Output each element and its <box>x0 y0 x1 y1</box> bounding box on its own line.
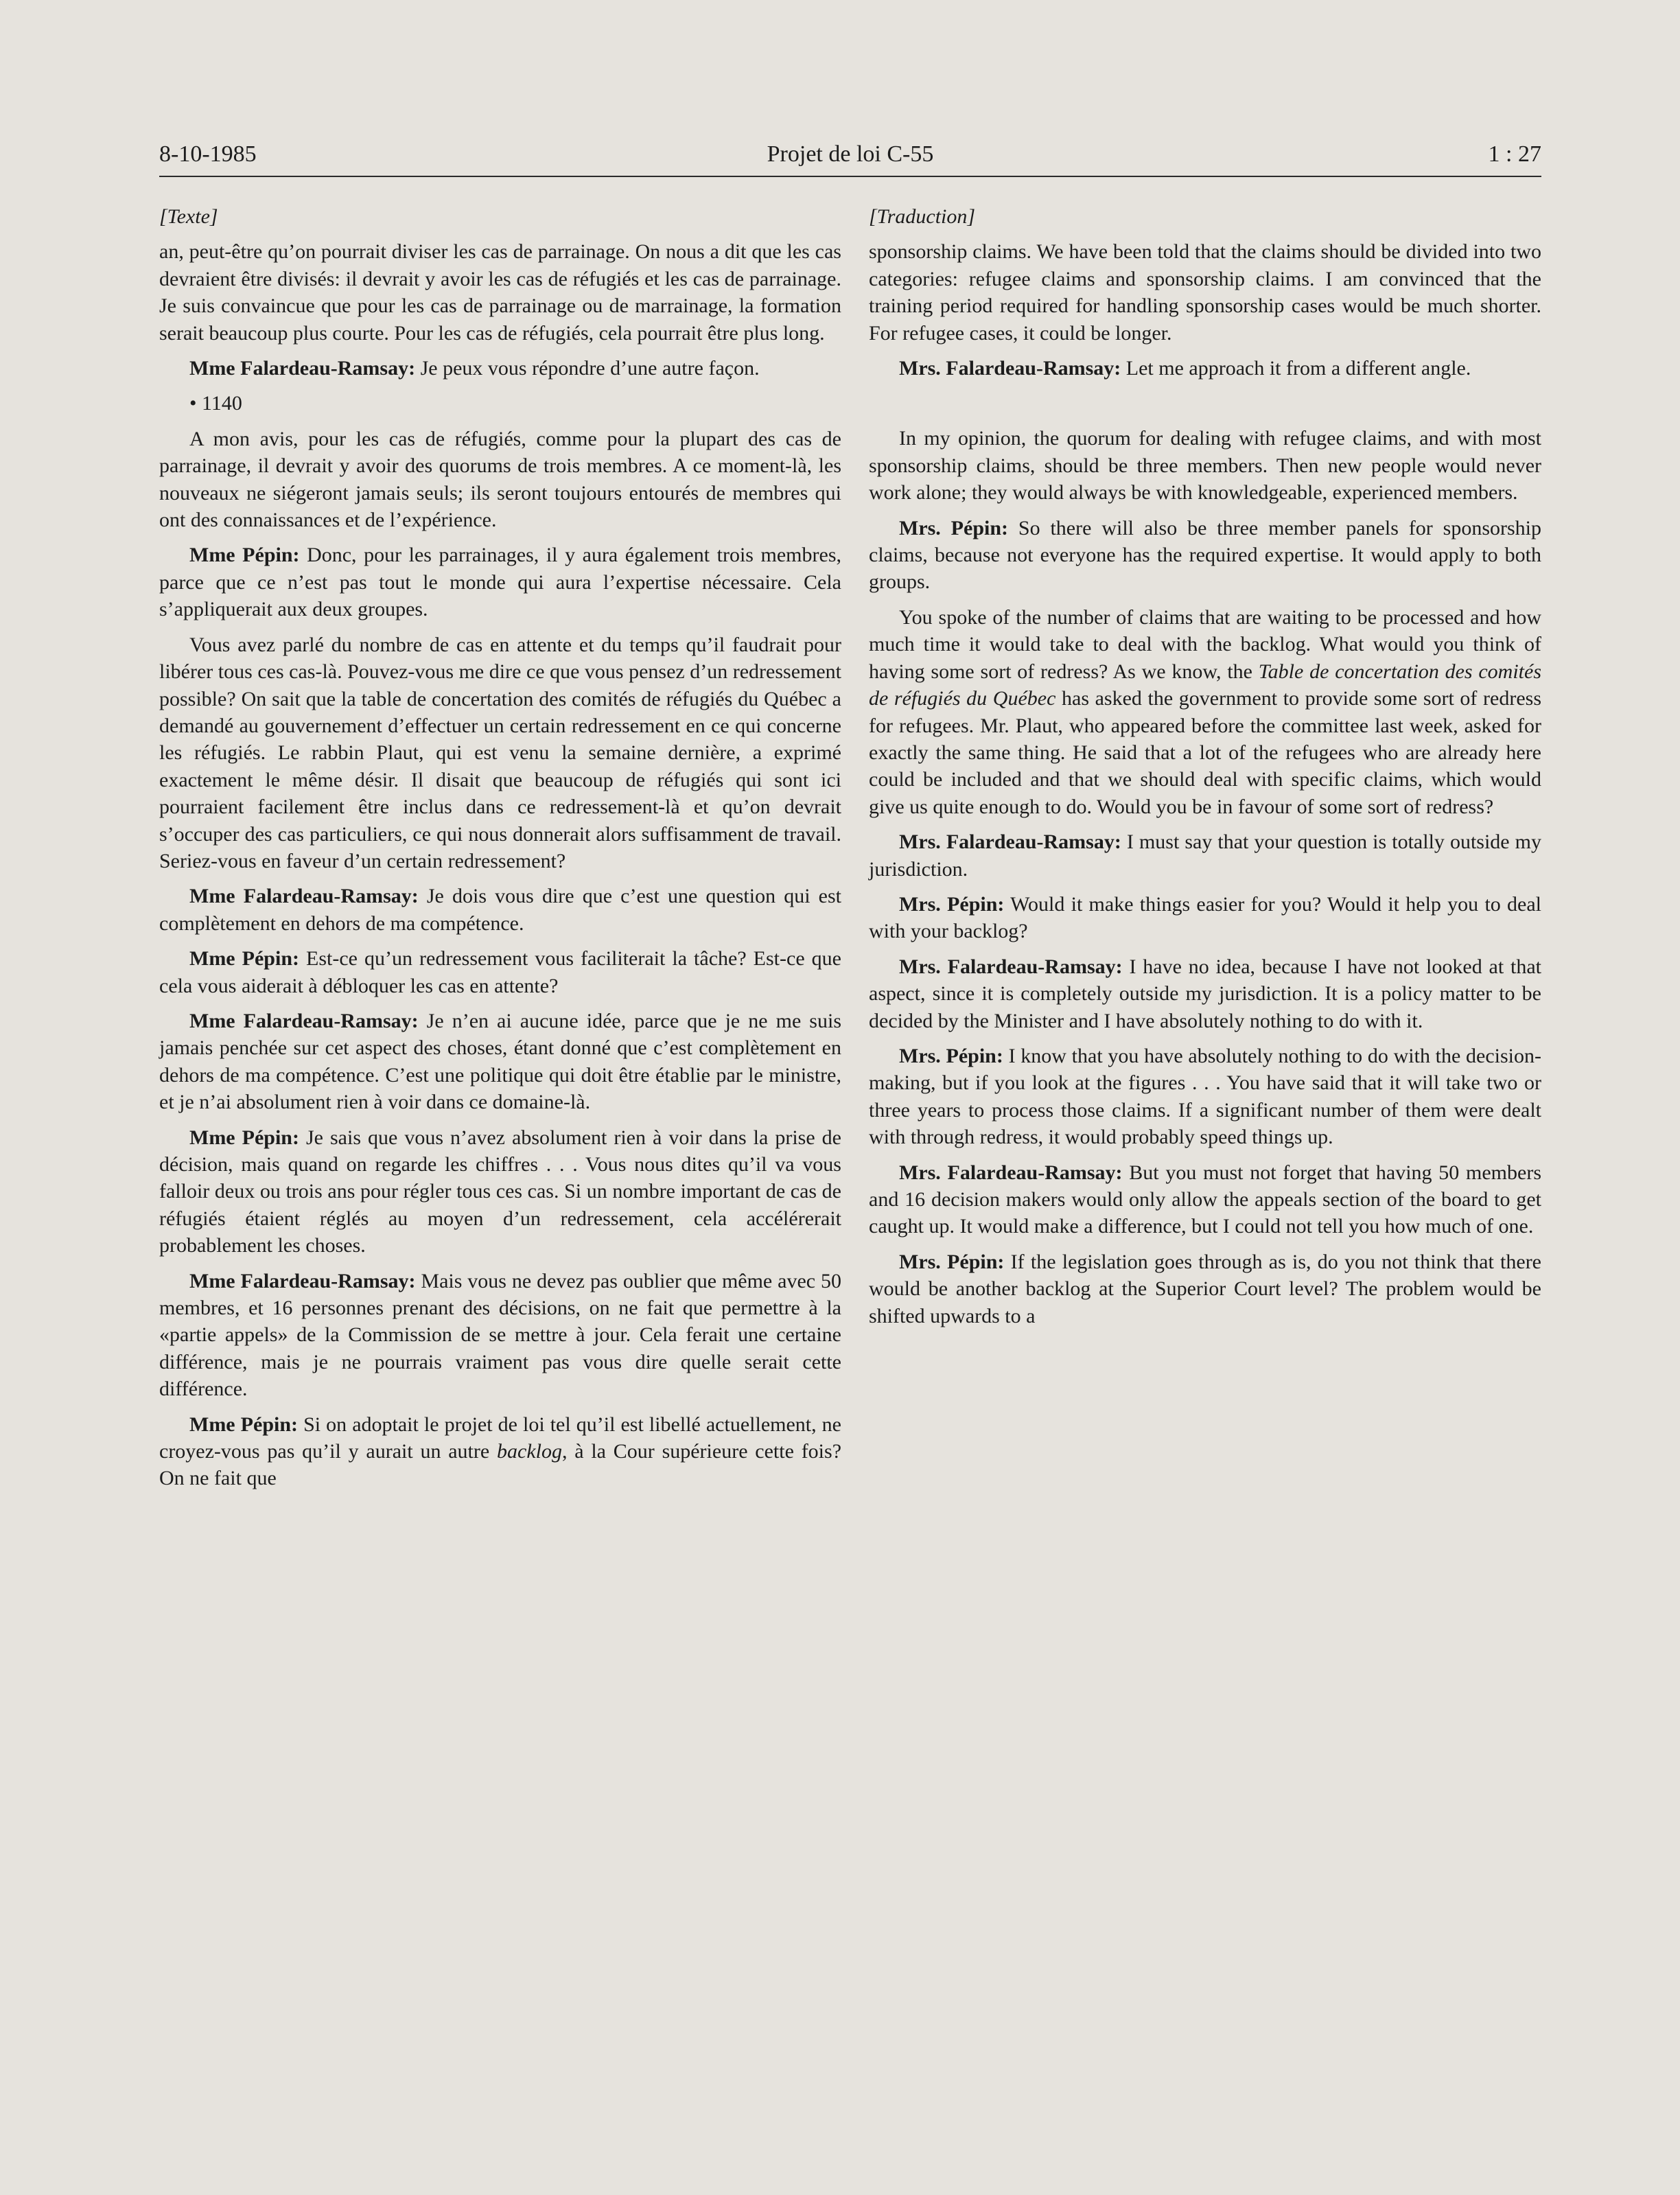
paragraph: Mrs. Falardeau-Ramsay: Let me approach it from a different angle. <box>899 357 1471 380</box>
speaker-name: Mme Pépin: <box>189 1413 299 1436</box>
paragraph: Mme Pépin: Donc, pour les parrainages, il y aura également trois membres, parce que ce n’est pas tout le monde qui aura l’expertise nécessaire. Cela s’appliquerait aux deux groupes. <box>159 544 841 621</box>
header-date: 8-10-1985 <box>159 141 257 167</box>
paragraph: Mrs. Pépin: So there will also be three member panels for sponsorship claims, because not everyone has the required expertise. It would apply to both groups. <box>869 516 1542 594</box>
speaker-name: Mrs. Pépin: <box>899 1250 1005 1273</box>
paragraph: Mrs. Pépin: Would it make things easier for you? Would it help you to deal with your backlog? <box>869 892 1541 943</box>
paragraph: In my opinion, the quorum for dealing with refugee claims, and with most sponsorship claims, should be three members. Then new people would never work alone; they would always be with knowledgeable, experienced members. <box>869 427 1541 504</box>
time-marker-spacer <box>869 390 1541 417</box>
time-marker: • 1140 <box>189 392 242 415</box>
speaker-name: Mme Pépin: <box>189 1126 299 1149</box>
language-label-french: [Texte] <box>159 205 218 228</box>
paragraph: Mme Falardeau-Ramsay: Je n’en ai aucune idée, parce que je ne me suis jamais penchée sur cet aspect des choses, étant donné que c’est complètement en dehors de ma compétence. C’est une politique qui doit être établie par le ministre, et je n’ai absolument rien à voir dans ce domaine-là. <box>159 1009 841 1114</box>
french-column <box>159 203 841 1492</box>
paragraph: Mrs. Pépin: I know that you have absolutely nothing to do with the decision-making, but if you look at the figures . . . You have said that it will take two or three years to process those claims. If a significant number of them were dealt with through redress, it would probably speed things up. <box>869 1044 1541 1149</box>
speaker-name: Mme Falardeau-Ramsay: <box>189 885 419 908</box>
speaker-name: Mrs. Falardeau-Ramsay: <box>899 1161 1123 1184</box>
paragraph: sponsorship claims. We have been told that the claims should be divided into two categories: refugee claims and sponsorship claims. I am convinced that the training period required for handling sponsorship cases would be much shorter. For refugee cases, it could be longer. <box>869 240 1541 345</box>
speaker-name: Mme Falardeau-Ramsay: <box>189 1269 416 1292</box>
paragraph: Mme Pépin: Est-ce qu’un redressement vous faciliterait la tâche? Est-ce que cela vous aiderait à débloquer les cas en attente? <box>159 947 841 997</box>
speaker-name: Mrs. Falardeau-Ramsay: <box>899 357 1121 380</box>
paragraph: Mrs. Falardeau-Ramsay: I must say that your question is totally outside my jurisdiction. <box>869 831 1542 881</box>
speaker-name: Mme Pépin: <box>189 947 299 971</box>
language-label-english: [Traduction] <box>869 205 976 228</box>
paragraph: Mme Pépin: Si on adoptait le projet de loi tel qu’il est libellé actuellement, ne croyez-vous pas qu’il y aurait un autre backlog, à la Cour supérieure cette fois? On ne fait que <box>159 1413 842 1490</box>
paragraph: Mrs. Pépin: If the legislation goes through as is, do you not think that there would be another backlog at the Superior Court level? The problem would be shifted upwards to a <box>869 1250 1541 1327</box>
paragraph: Mme Falardeau-Ramsay: Je peux vous répondre d’une autre façon. <box>189 357 760 380</box>
speaker-name: Mrs. Falardeau-Ramsay: <box>899 955 1123 978</box>
speaker-name: Mrs. Pépin: <box>899 892 1005 916</box>
speaker-name: Mme Falardeau-Ramsay: <box>189 357 416 380</box>
header-page-number: 1 : 27 <box>1488 141 1541 167</box>
header-title: Projet de loi C-55 <box>767 141 934 167</box>
speaker-name: Mme Falardeau-Ramsay: <box>189 1009 419 1032</box>
speaker-name: Mrs. Pépin: <box>899 1044 1003 1067</box>
page-header <box>159 139 1541 177</box>
speaker-name: Mrs. Pépin: <box>899 516 1009 539</box>
paragraph: an, peut-être qu’on pourrait diviser les cas de parrainage. On nous a dit que les cas devraient être divisés: il devrait y avoir les cas de réfugiés et les cas de parrainage. Je suis convaincue que pour les cas de parrainage ou de marrainage, la formation serait beaucoup plus courte. Pour les cas de réfugiés, cela pourrait être plus long. <box>159 240 841 345</box>
paragraph: Mme Falardeau-Ramsay: Mais vous ne devez pas oublier que même avec 50 membres, et 16 personnes prenant des décisions, on ne fait que permettre à la «partie appels» de la Commission de se mettre à jour. Cela ferait une certaine différence, mais je ne pourrais vraiment pas vous dire quelle serait cette différence. <box>159 1269 841 1401</box>
english-column <box>869 203 1541 1329</box>
speaker-name: Mrs. Falardeau-Ramsay: <box>899 831 1121 854</box>
paragraph: Mme Falardeau-Ramsay: Je dois vous dire que c’est une question qui est complètement en dehors de ma compétence. <box>159 885 841 935</box>
paragraph: You spoke of the number of claims that are waiting to be processed and how much time it would take to deal with the backlog. What would you think of having some sort of redress? As we know, the Table de concertation des comités de réfugiés du Québec has asked the government to provide some sort of redress for refugees. Mr. Plaut, who appeared before the committee last week, asked for exactly the same thing. He said that a lot of the refugees who are already here could be included and that we should deal with specific claims, which would give us quite enough to do. Would you be in favour of some sort of redress? <box>869 605 1541 818</box>
paragraph: Mme Pépin: Je sais que vous n’avez absolument rien à voir dans la prise de décision, mais quand on regarde les chiffres . . . Vous nous dites qu’il va vous falloir deux ou trois ans pour régler tous ces cas. Si un nombre important de cas de réfugiés étaient réglés au moyen d’un redressement, cela accélérerait probablement les choses. <box>159 1126 841 1257</box>
paragraph: A mon avis, pour les cas de réfugiés, comme pour la plupart des cas de parrainage, il devrait y avoir des quorums de trois membres. A ce moment-là, les nouveaux ne siégeront jamais seuls; ils seront toujours entourés de membres qui ont des connaissances et de l’expérience. <box>159 427 841 532</box>
paragraph: Vous avez parlé du nombre de cas en attente et du temps qu’il faudrait pour libérer tous ces cas-là. Pouvez-vous me dire ce que vous pensez d’un redressement possible? On sait que la table de concertation des comités de réfugiés du Québec a demandé au gouvernement d’effectuer un certain redressement en ce qui concerne les réfugiés. Le rabbin Plaut, qui est venu la semaine dernière, a exprimé exactement le même désir. Il disait que beaucoup de réfugiés qui sont ici pourraient facilement être inclus dans ce redressement-là et qu’on devrait s’occuper des cas particuliers, ce qui nous donnerait alors suffisamment de travail. Seriez-vous en faveur d’un certain redressement? <box>159 633 841 872</box>
paragraph: Mrs. Falardeau-Ramsay: I have no idea, because I have not looked at that aspect, since it is completely outside my jurisdiction. It is a policy matter to be decided by the Minister and I have absolutely nothing to do with it. <box>869 955 1541 1032</box>
paragraph: Mrs. Falardeau-Ramsay: But you must not forget that having 50 members and 16 decision makers would only allow the appeals section of the board to get caught up. It would make a difference, but I could not tell you how much of one. <box>869 1161 1541 1238</box>
speaker-name: Mme Pépin: <box>189 544 300 567</box>
